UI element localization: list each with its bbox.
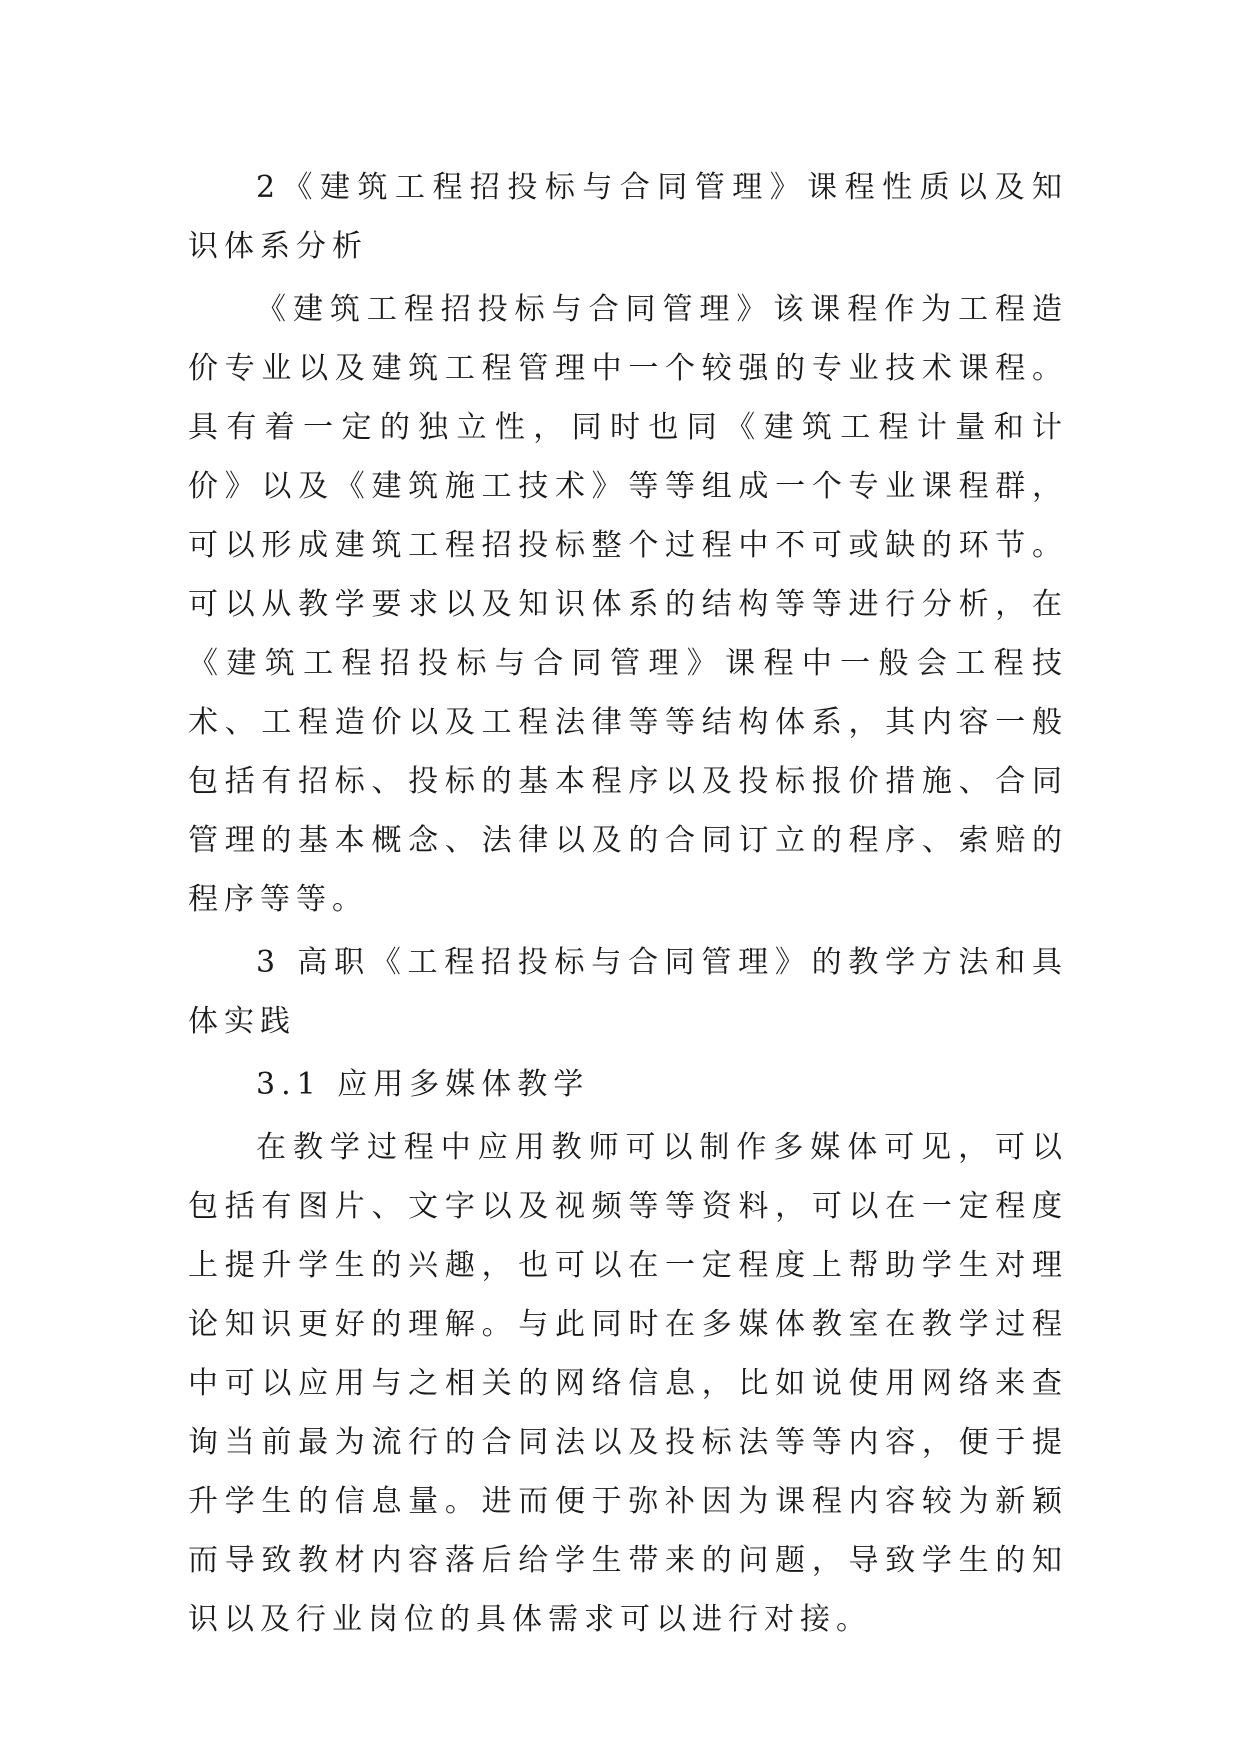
section-2-heading: 2《建筑工程招投标与合同管理》课程性质以及知识体系分析 [188, 170, 1068, 264]
section-3-1-paragraph: 在教学过程中应用教师可以制作多媒体可见，可以包括有图片、文字以及视频等等资料，可以在一定程度上提升学生的兴趣，也可以在一定程度上帮助学生对理论知识更好的理解。与此同时在多媒体教室在教学过程中可以应用与之相关的网络信息，比如说使用网络来查询当前最为流行的合同法以及投标法等等内容，便于提升学生的信息量。进而便于弥补因为课程内容较为新颖而导致教材内容落后给学生带来的问题，导致学生的知识以及行业岗位的具体需求可以进行对接。 [188, 1130, 1068, 1637]
document-body [188, 158, 1068, 1653]
section-3-1-heading: 3.1 应用多媒体教学 [256, 1067, 590, 1102]
section-3-heading: 3 高职《工程招投标与合同管理》的教学方法和具体实践 [188, 945, 1068, 1039]
section-2-paragraph: 《建筑工程招投标与合同管理》该课程作为工程造价专业以及建筑工程管理中一个较强的专业技术课程。具有着一定的独立性，同时也同《建筑工程计量和计价》以及《建筑施工技术》等等组成一个专业课程群，可以形成建筑工程招投标整个过程中不可或缺的环节。可以从教学要求以及知识体系的结构等等进行分析，在《建筑工程招投标与合同管理》课程中一般会工程技术、工程造价以及工程法律等等结构体系，其内容一般包括有招标、投标的基本程序以及投标报价措施、合同管理的基本概念、法律以及的合同订立的程序、索赔的程序等等。 [188, 292, 1068, 917]
